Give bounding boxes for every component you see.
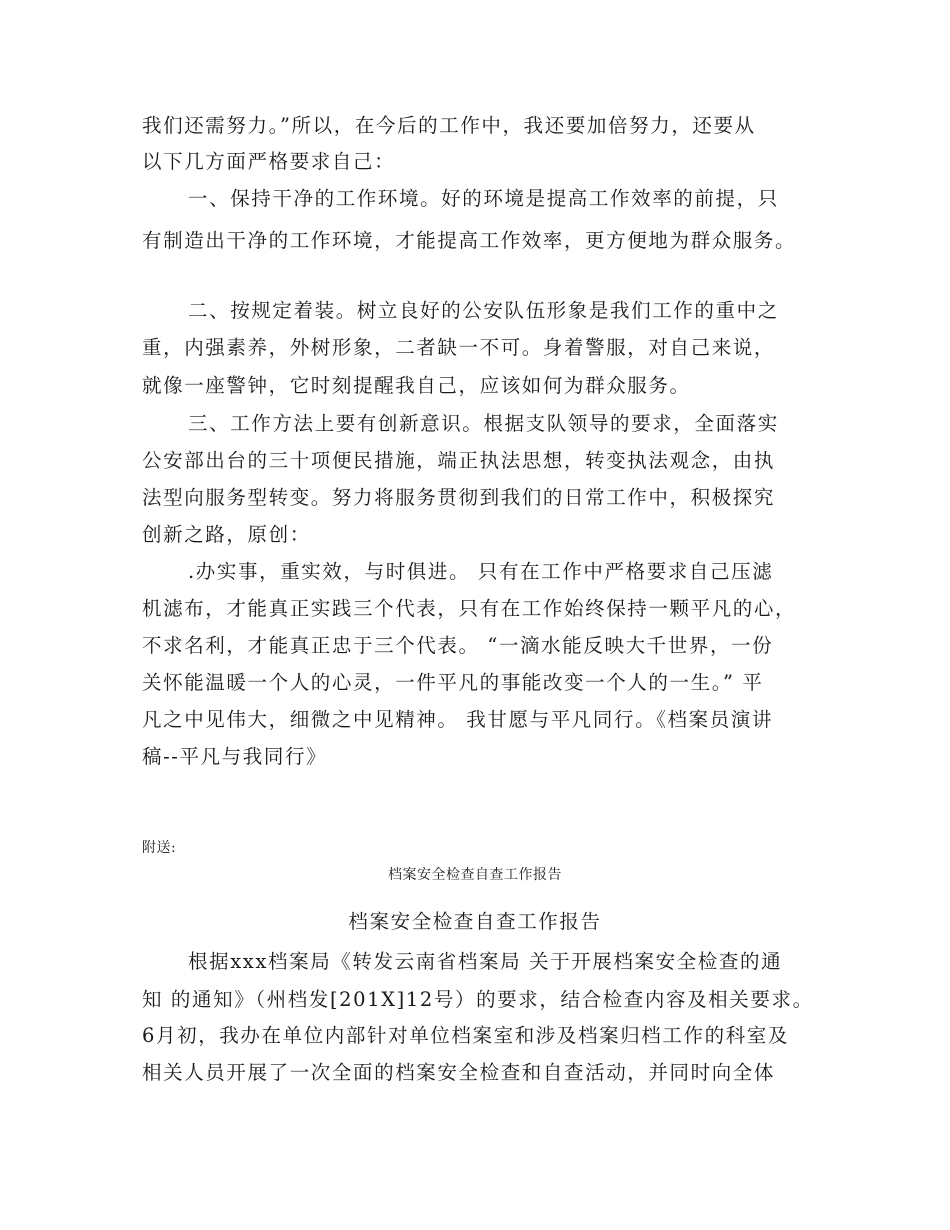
paragraph-line: 就像一座警钟，它时刻提醒我自己，应该如何为群众服务。	[142, 374, 691, 397]
paragraph-line: 一、保持干净的工作环境。好的环境是提高工作效率的前提，只	[188, 187, 779, 210]
report-title: 档案安全检查自查工作报告	[348, 910, 602, 933]
appendix-label: 附送:	[142, 840, 177, 856]
paragraph-line: 重，内强素养，外树形象，二者缺一不可。身着警服，对自己来说，	[142, 336, 776, 359]
paragraph-line: 我们还需努力。”所以，在今后的工作中，我还要加倍努力，还要从	[142, 114, 756, 137]
paragraph-line: 以下几方面严格要求自己：	[142, 150, 396, 173]
appendix-small-title: 档案安全检查自查工作报告	[388, 867, 562, 883]
paragraph-line: 有制造出干净的工作环境，才能提高工作效率，更方便地为群众服务。	[142, 229, 797, 252]
paragraph-line: 三、工作方法上要有创新意识。根据支队领导的要求，全面落实	[188, 412, 779, 435]
paragraph-line: 相关人员开展了一次全面的档案安全检查和自查活动，并同时向全体	[142, 1061, 776, 1084]
paragraph-line: 法型向服务型转变。努力将服务贯彻到我们的日常工作中，积极探究	[142, 486, 776, 509]
paragraph-line: 关怀能温暖一个人的心灵，一件平凡的事能改变一个人的一生。” 平	[142, 671, 764, 694]
paragraph-line: 二、按规定着装。树立良好的公安队伍形象是我们工作的重中之	[188, 299, 779, 322]
paragraph-line: 6月初，我办在单位内部针对单位档案室和涉及档案归档工作的科室及	[142, 1024, 790, 1047]
paragraph-line: 公安部出台的三十项便民措施，端正执法思想，转变执法观念，由执	[142, 449, 776, 472]
paragraph-line: 凡之中见伟大，细微之中见精神。 我甘愿与平凡同行。《档案员演讲	[142, 708, 774, 731]
paragraph-line: 稿--平凡与我同行》	[142, 745, 328, 768]
paragraph-line: .办实事，重实效，与时俱进。 只有在工作中严格要求自己压滤	[188, 560, 774, 583]
paragraph-line: 知 的通知》（州档发[201X]12号）的要求，结合检查内容及相关要求。	[142, 988, 814, 1011]
paragraph-line: 根据xxx档案局《转发云南省档案局 关于开展档案安全检查的通	[188, 950, 783, 973]
paragraph-line: 不求名利，才能真正忠于三个代表。 “一滴水能反映大千世界，一份	[142, 634, 774, 657]
paragraph-line: 机滤布，才能真正实践三个代表，只有在工作始终保持一颗平凡的心，	[142, 597, 797, 620]
paragraph-line: 创新之路，原创：	[142, 523, 311, 546]
